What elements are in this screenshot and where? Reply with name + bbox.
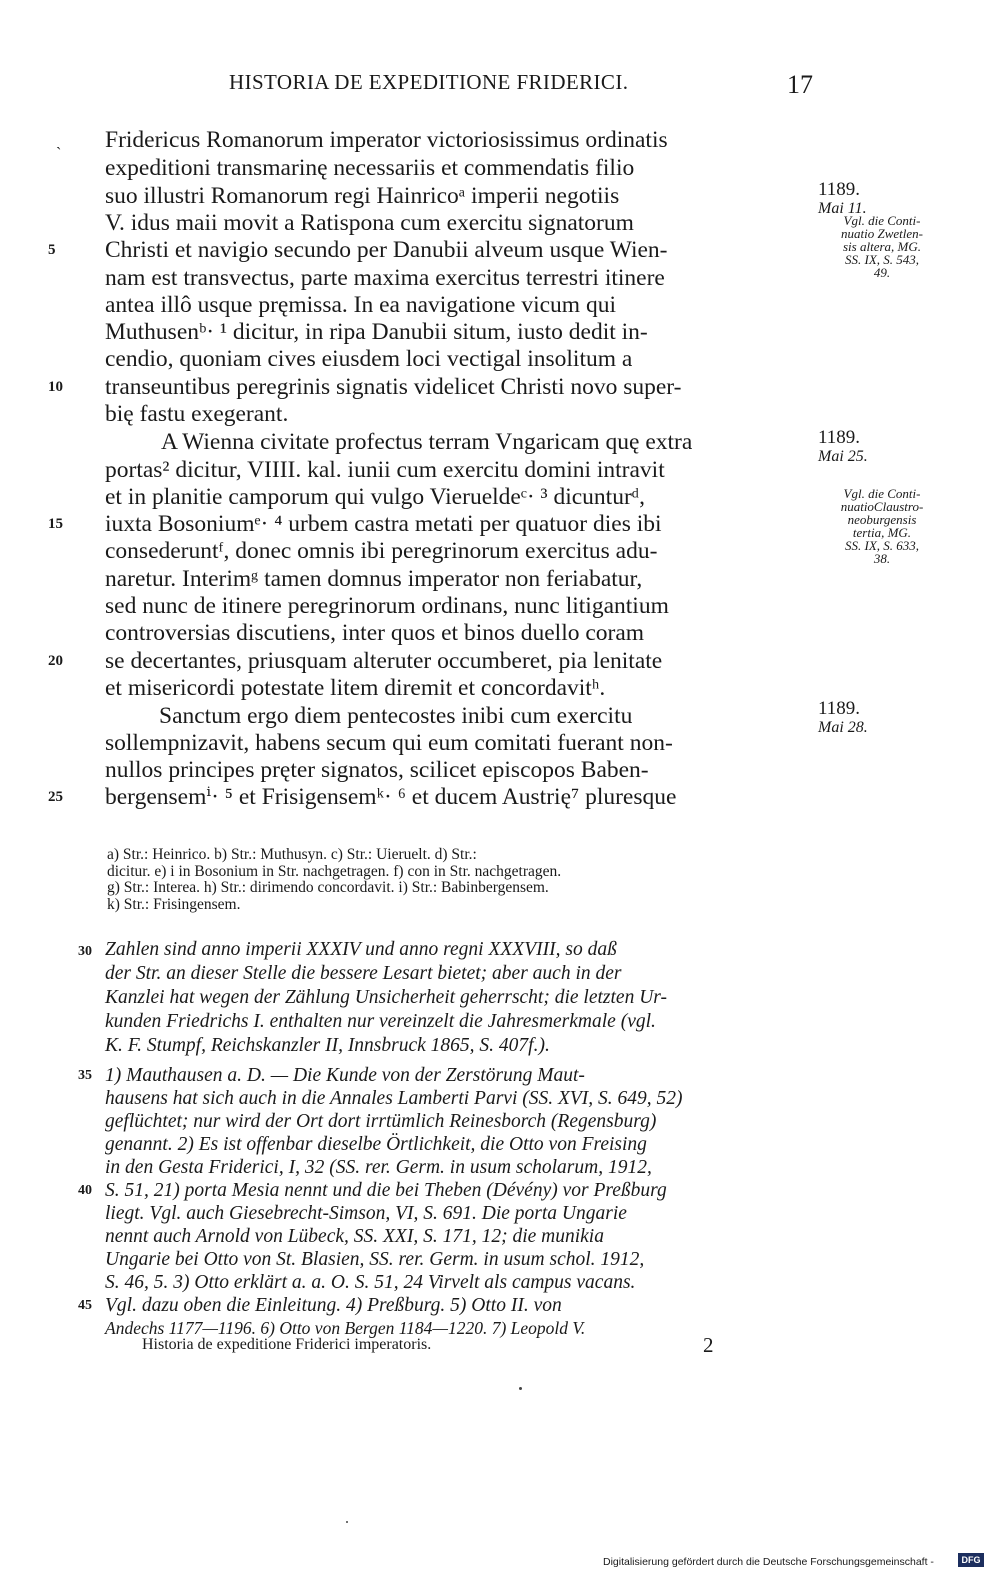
main-text-line: nullos principes pręter signatos, scilicet episcopos Baben- (105, 757, 649, 783)
margin-date-year: 1189. (818, 179, 861, 200)
main-text-line: bię fastu exegerant. (105, 401, 289, 427)
sheet-number: 2 (703, 1333, 714, 1357)
main-text-line: sed nunc de itinere peregrinorum ordinans, nunc litigantium (105, 593, 669, 619)
margin-date-year: 1189. (818, 427, 861, 448)
margin-date-year: 1189. (818, 698, 861, 719)
commentary-line: S. 51, 21) porta Mesia nennt und die bei Theben (Dévény) vor Preßburg (105, 1180, 667, 1201)
margin-reference: Vgl. die Conti- nuatio Zwetlen- sis altera, MG. SS. IX, S. 543, 49. (841, 213, 923, 280)
variant-note-line: dicitur. e) i in Bosonium in Str. nachgetragen. f) con in Str. nachgetragen. (107, 863, 562, 880)
main-text-line: nam est transvectus, parte maxima exercitus terrestri itinere (105, 265, 665, 291)
commentary-line: 1) Mauthausen a. D. — Die Kunde von der Zerstörung Maut- (105, 1065, 585, 1086)
commentary-line: S. 46, 5. 3) Otto erklärt a. a. O. S. 51, 24 Virvelt als campus vacans. (105, 1272, 636, 1293)
commentary-line: in den Gesta Friderici, I, 32 (SS. rer. Germ. in usum scholarum, 1912, (105, 1157, 652, 1178)
dfg-logo: DFG (958, 1553, 984, 1567)
main-text-line: A Wienna civitate profectus terram Vngaricam quę extra (161, 429, 693, 455)
variant-note-line: g) Str.: Interea. h) Str.: dirimendo concordavit. i) Str.: Babinbergensem. (107, 879, 549, 896)
main-text-line: transeuntibus peregrinis signatis videlicet Christi novo super- (105, 374, 682, 400)
main-text-line: iuxta Bosoniumᵉ· ⁴ urbem castra metati per quatuor dies ibi (105, 511, 662, 537)
commentary-line: liegt. Vgl. auch Giesebrecht-Simson, VI, S. 691. Die porta Ungarie (105, 1203, 627, 1224)
margin-mark: ˎ (56, 133, 62, 150)
main-text-line: Fridericus Romanorum imperator victoriosissimus ordinatis (105, 127, 668, 153)
commentary-line: genannt. 2) Es ist offenbar dieselbe Örtlichkeit, die Otto von Freising (105, 1134, 647, 1155)
line-number: 10 (48, 379, 63, 395)
signature-title: Historia de expeditione Friderici imperatoris. (142, 1336, 432, 1353)
commentary-line: Ungarie bei Otto von St. Blasien, SS. rer. Germ. in usum schol. 1912, (105, 1249, 645, 1270)
main-text-line: Sanctum ergo diem pentecostes inibi cum exercitu (159, 703, 633, 729)
main-text-line: et misericordi potestate litem diremit et concordavitʰ. (105, 675, 606, 701)
scan-speck (519, 1387, 522, 1390)
scan-speck (346, 1521, 348, 1523)
margin-date-day: Mai 25. (818, 448, 868, 465)
commentary-line: Zahlen sind anno imperii XXXIV und anno regni XXXVIII, so daß (105, 939, 617, 960)
commentary-line: Andechs 1177—1196. 6) Otto von Bergen 1184—1220. 7) Leopold V. (105, 1318, 586, 1338)
commentary-line: hausens hat sich auch in die Annales Lamberti Parvi (SS. XVI, S. 649, 52) (105, 1088, 683, 1109)
commentary-line: K. F. Stumpf, Reichskanzler II, Innsbruck 1865, S. 407f.). (105, 1035, 550, 1056)
line-number: 15 (48, 516, 63, 532)
line-number: 40 (78, 1183, 92, 1198)
commentary-line: nennt auch Arnold von Lübeck, SS. XXI, S. 171, 12; die munikia (105, 1226, 604, 1247)
main-text-line: suo illustri Romanorum regi Hainricoᵃ imperii negotiis (105, 183, 620, 209)
line-number: 5 (48, 242, 56, 258)
main-text-line: naretur. Interimᵍ tamen domnus imperator non feriabatur, (105, 566, 643, 592)
margin-date-day: Mai 28. (818, 719, 868, 736)
commentary-line: Vgl. dazu oben die Einleitung. 4) Preßburg. 5) Otto II. von (105, 1295, 562, 1316)
main-text-line: controversias discutiens, inter quos et binos duello coram (105, 620, 645, 646)
main-text-line: sollempnizavit, habens secum qui eum comitati fuerant non- (105, 730, 673, 756)
page-number: 17 (787, 70, 813, 99)
main-text-line: V. idus maii movit a Ratispona cum exercitu signatorum (105, 210, 634, 236)
line-number: 35 (78, 1068, 92, 1083)
variant-note-line: a) Str.: Heinrico. b) Str.: Muthusyn. c) Str.: Uieruelt. d) Str.: (107, 846, 477, 863)
line-number: 45 (78, 1298, 92, 1313)
variant-note-line: k) Str.: Frisingensem. (107, 896, 241, 913)
margin-reference: Vgl. die Conti- nuatioClaustro- neoburgensis tertia, MG. SS. IX, S. 633, 38. (840, 486, 924, 566)
commentary-line: der Str. an dieser Stelle die bessere Lesart bietet; aber auch in der (105, 963, 622, 984)
running-title: HISTORIA DE EXPEDITIONE FRIDERICI. (229, 70, 629, 94)
line-number: 20 (48, 653, 63, 669)
commentary-line: kunden Friedrichs I. enthalten nur vereinzelt die Jahresmerkmale (vgl. (105, 1011, 656, 1032)
main-text-line: consederuntᶠ, donec omnis ibi peregrinorum exercitus adu- (105, 538, 658, 564)
main-text-line: Christi et navigio secundo per Danubii alveum usque Wien- (105, 237, 668, 263)
main-text-line: antea illô usque pręmissa. In ea navigatione vicum qui (105, 292, 616, 318)
main-text-line: expeditioni transmarinę necessariis et commendatis filio (105, 155, 635, 181)
margin-date-day: Mai 11. (818, 200, 867, 217)
line-number: 30 (78, 944, 92, 959)
commentary-line: Kanzlei hat wegen der Zählung Unsicherheit geherrscht; die letzten Ur- (105, 987, 667, 1008)
main-text-line: portas² dicitur, VIIII. kal. iunii cum exercitu domini intravit (105, 457, 665, 483)
main-text-line: bergensemⁱ· ⁵ et Frisigensemᵏ· ⁶ et ducem Austrię⁷ pluresque (105, 784, 677, 810)
main-text-line: et in planitie camporum qui vulgo Vierueldeᶜ· ³ dicunturᵈ, (105, 484, 645, 510)
digitization-credit: Digitalisierung gefördert durch die Deutsche Forschungsgemeinschaft - (603, 1556, 934, 1568)
main-text-line: se decertantes, priusquam alteruter occumberet, pia lenitate (105, 648, 663, 674)
line-number: 25 (48, 789, 63, 805)
main-text-line: Muthusenᵇ· ¹ dicitur, in ripa Danubii situm, iusto dedit in- (105, 319, 648, 345)
main-text-line: cendio, quoniam cives eiusdem loci vectigal insolitum a (105, 346, 633, 372)
commentary-line: geflüchtet; nur wird der Ort dort irrtümlich Reinesborch (Regensburg) (105, 1111, 657, 1132)
